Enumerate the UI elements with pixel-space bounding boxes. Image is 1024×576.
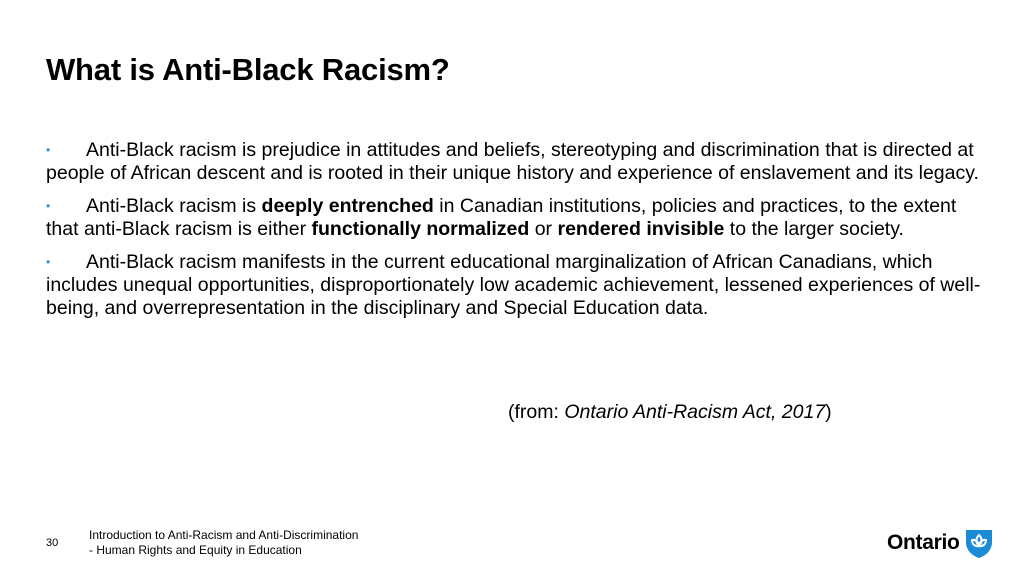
- bullet-list: [46, 139, 986, 330]
- ontario-logo: [887, 527, 994, 559]
- citation-source: Ontario Anti-Racism Act, 2017: [564, 401, 826, 423]
- footer-text: [89, 528, 358, 558]
- bullet-text: Anti-Black racism is prejudice in attitudes and beliefs, stereotyping and discrimination that is directed at people of African descent and is rooted in their unique history and experience of enslavement and its legacy.: [46, 139, 979, 184]
- citation-suffix: ): [825, 401, 832, 423]
- slide-number: 30: [46, 537, 59, 549]
- bullet-emphasis-text: deeply entrenched: [261, 195, 434, 217]
- logo-text: Ontario: [887, 531, 960, 554]
- bullet-text: Anti-Black racism manifests in the current educational marginalization of African Canadians, which includes unequal opportunities, disproportionately low academic achievement, lessened experiences of well-being, and overrepresentation in the disciplinary and Special Education data.: [46, 251, 981, 319]
- citation-prefix: (from:: [508, 401, 565, 423]
- bullet-dot: •: [46, 143, 51, 157]
- bullet-text: Anti-Black racism is: [86, 195, 262, 217]
- bullet-dot: •: [46, 199, 51, 213]
- bullet-text: in Canadian institutions, policies and practices, to the extent that anti-Black racism is either: [46, 195, 957, 240]
- bullet-emphasis-text: functionally normalized: [311, 218, 530, 240]
- footer-line-2: - Human Rights and Equity in Education: [89, 543, 302, 557]
- footer-line-1: Introduction to Anti-Racism and Anti-Discrimination: [89, 528, 359, 542]
- ontario-trillium-icon: [964, 527, 994, 559]
- bullet-item: [46, 139, 986, 185]
- slide-title: What is Anti-Black Racism?: [46, 52, 450, 87]
- bullet-item: [46, 251, 986, 320]
- bullet-emphasis-text: rendered invisible: [557, 218, 725, 240]
- bullet-text: to the larger society.: [724, 218, 904, 240]
- bullet-item: [46, 195, 986, 241]
- bullet-dot: •: [46, 255, 51, 269]
- bullet-text: or: [529, 218, 558, 240]
- citation: [508, 401, 832, 424]
